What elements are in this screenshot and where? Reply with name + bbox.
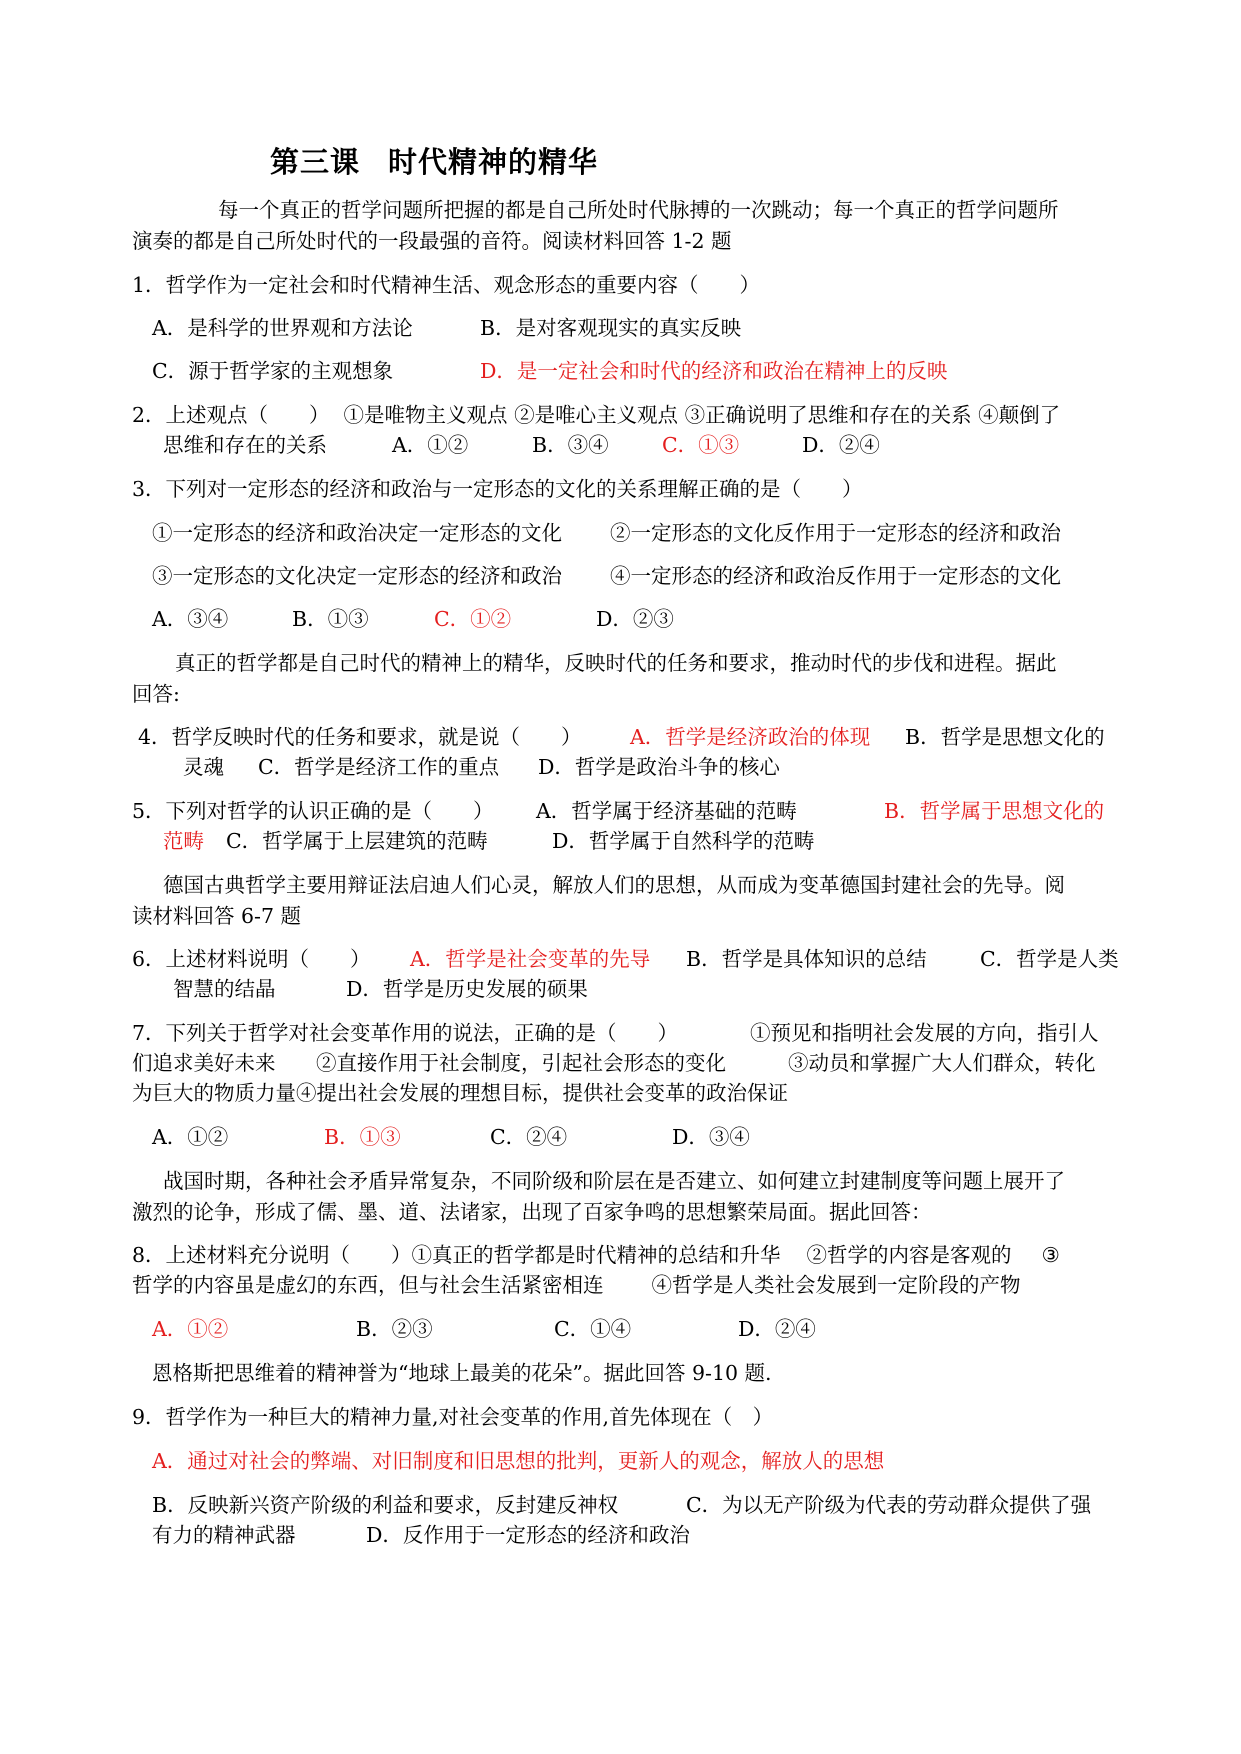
question-4-option-a-answer: A．哲学是经济政治的体现 <box>630 725 871 749</box>
question-8-statement-3-number: ③ <box>1041 1243 1060 1267</box>
question-1-option-c: C．源于哲学家的主观想象 <box>152 359 394 383</box>
question-2-option-b: B．③④ <box>532 433 609 457</box>
question-1-option-d-answer: D．是一定社会和时代的经济和政治在精神上的反映 <box>480 359 948 383</box>
question-2-statements: ①是唯物主义观点 ②是唯心主义观点 ③正确说明了思维和存在的关系 ④颠倒了 <box>343 403 1061 427</box>
question-6-option-a-answer: A．哲学是社会变革的先导 <box>410 947 651 971</box>
question-1-stem: 1．哲学作为一定社会和时代精神生活、观念形态的重要内容（ ） <box>132 273 761 297</box>
question-6-stem: 6．上述材料说明（ ） <box>132 947 371 971</box>
question-2-option-d: D．②④ <box>802 433 880 457</box>
question-3-option-a: A．③④ <box>152 607 229 631</box>
question-2-line-1 <box>132 400 1060 430</box>
question-7-stem: 7．下列关于哲学对社会变革作用的说法，正确的是（ ） <box>132 1021 679 1045</box>
question-8-option-d: D．②④ <box>738 1317 816 1341</box>
question-3-option-b: B．①③ <box>292 607 369 631</box>
question-7-option-c: C．②④ <box>490 1125 568 1149</box>
question-3-option-c-answer: C．①② <box>434 607 512 631</box>
question-9-stem: 9．哲学作为一种巨大的精神力量,对社会变革的作用,首先体现在（ ） <box>132 1405 774 1429</box>
question-3-stem: 3．下列对一定形态的经济和政治与一定形态的文化的关系理解正确的是（ ） <box>132 477 863 501</box>
question-5-stem: 5．下列对哲学的认识正确的是（ ） <box>132 799 494 823</box>
question-9-option-c: C．为以无产阶级为代表的劳动群众提供了强 <box>686 1493 1092 1517</box>
question-9-option-b: B．反映新兴资产阶级的利益和要求，反封建反神权 <box>152 1493 619 1517</box>
question-1-option-a: A．是科学的世界观和方法论 <box>152 316 413 340</box>
question-3-statement-4: ④一定形态的经济和政治反作用于一定形态的文化 <box>610 564 1061 588</box>
question-2-continuation: 思维和存在的关系 <box>163 433 327 457</box>
question-8-line-1 <box>132 1240 1060 1270</box>
question-2-option-a: A．①② <box>392 433 469 457</box>
question-4-option-d: D．哲学是政治斗争的核心 <box>538 755 780 779</box>
question-8-option-a-answer: A．①② <box>152 1317 229 1341</box>
intro-3-line-1: 德国古典哲学主要用辩证法启迪人们心灵，解放人们的思想，从而成为变革德国封建社会的先导。阅 <box>163 873 1065 897</box>
question-7-statement-1-continuation: 们追求美好未来 <box>132 1051 276 1075</box>
question-5-option-b-continuation: 范畴 <box>163 829 204 853</box>
question-1-option-b: B．是对客观现实的真实反映 <box>480 316 742 340</box>
question-7-statement-1: ①预见和指明社会发展的方向，指引人 <box>750 1021 1099 1045</box>
intro-2-line-2: 回答: <box>132 682 180 706</box>
question-2-option-c-answer: C．①③ <box>662 433 740 457</box>
question-4-stem: 4．哲学反映时代的任务和要求，就是说（ ） <box>138 725 582 749</box>
question-8-statement-2: ②哲学的内容是客观的 <box>806 1243 1012 1267</box>
question-8-statement-4: ④哲学是人类社会发展到一定阶段的产物 <box>651 1273 1021 1297</box>
question-9-option-d: D．反作用于一定形态的经济和政治 <box>366 1523 690 1547</box>
question-8-option-b: B．②③ <box>356 1317 433 1341</box>
question-8-statement-3: 哲学的内容虽是虚幻的东西，但与社会生活紧密相连 <box>132 1273 604 1297</box>
question-7-statement-4: 为巨大的物质力量④提出社会发展的理想目标，提供社会变革的政治保证 <box>132 1081 788 1105</box>
question-7-statement-3: ③动员和掌握广大人们群众，转化 <box>788 1051 1096 1075</box>
question-2-stem: 2．上述观点（ ） <box>132 403 330 427</box>
intro-1-line-1: 每一个真正的哲学问题所把握的都是自己所处时代脉搏的一次跳动；每一个真正的哲学问题所 <box>218 198 1059 222</box>
question-7-statement-2: ②直接作用于社会制度，引起社会形态的变化 <box>316 1051 726 1075</box>
question-5-option-a: A．哲学属于经济基础的范畴 <box>536 799 797 823</box>
question-5-option-d: D．哲学属于自然科学的范畴 <box>552 829 815 853</box>
intro-4-line-1: 战国时期，各种社会矛盾异常复杂，不同阶级和阶层在是否建立、如何建立封建制度等问题上展开了 <box>163 1169 1065 1193</box>
question-8-option-c: C．①④ <box>554 1317 632 1341</box>
question-7-option-b-answer: B．①③ <box>324 1125 401 1149</box>
intro-1-line-2: 演奏的都是自己所处时代的一段最强的音符。阅读材料回答 1-2 题 <box>132 229 732 253</box>
intro-5-line-1: 恩格斯把思维着的精神誉为“地球上最美的花朵”。据此回答 9-10 题. <box>152 1361 772 1385</box>
question-6-option-c: C．哲学是人类 <box>980 947 1119 971</box>
question-9-option-a-answer: A．通过对社会的弊端、对旧制度和旧思想的批判，更新人的观念，解放人的思想 <box>152 1449 885 1473</box>
question-6-option-b: B．哲学是具体知识的总结 <box>686 947 927 971</box>
question-8-stem: 8．上述材料充分说明（ ）①真正的哲学都是时代精神的总结和升华 <box>132 1243 781 1267</box>
question-7-option-d: D．③④ <box>672 1125 750 1149</box>
question-5-option-b-answer: B．哲学属于思想文化的 <box>884 799 1105 823</box>
question-4-option-b-continuation: 灵魂 <box>183 755 224 779</box>
question-3-statement-2: ②一定形态的文化反作用于一定形态的经济和政治 <box>610 521 1061 545</box>
page-title <box>270 140 598 181</box>
question-4-option-c: C．哲学是经济工作的重点 <box>258 755 500 779</box>
lesson-name: 时代精神的精华 <box>388 145 599 179</box>
question-3-statement-3: ③一定形态的文化决定一定形态的经济和政治 <box>152 564 562 588</box>
question-3-statement-1: ①一定形态的经济和政治决定一定形态的文化 <box>152 521 562 545</box>
question-4-option-b: B．哲学是思想文化的 <box>905 725 1105 749</box>
intro-4-line-2: 激烈的论争，形成了儒、墨、道、法诸家，出现了百家争鸣的思想繁荣局面。据此回答： <box>132 1200 932 1224</box>
question-8-line-2 <box>132 1270 1021 1300</box>
question-9-option-c-continuation: 有力的精神武器 <box>152 1523 296 1547</box>
lesson-number: 第三课 <box>270 145 361 179</box>
intro-3-line-2: 读材料回答 6-7 题 <box>132 904 302 928</box>
question-5-option-c: C．哲学属于上层建筑的范畴 <box>226 829 488 853</box>
intro-2-line-1: 真正的哲学都是自己时代的精神上的精华，反映时代的任务和要求，推动时代的步伐和进程。据此 <box>175 651 1057 675</box>
question-6-option-d: D．哲学是历史发展的硕果 <box>346 977 588 1001</box>
question-6-option-c-continuation: 智慧的结晶 <box>173 977 276 1001</box>
question-3-option-d: D．②③ <box>596 607 674 631</box>
question-7-option-a: A．①② <box>152 1125 229 1149</box>
